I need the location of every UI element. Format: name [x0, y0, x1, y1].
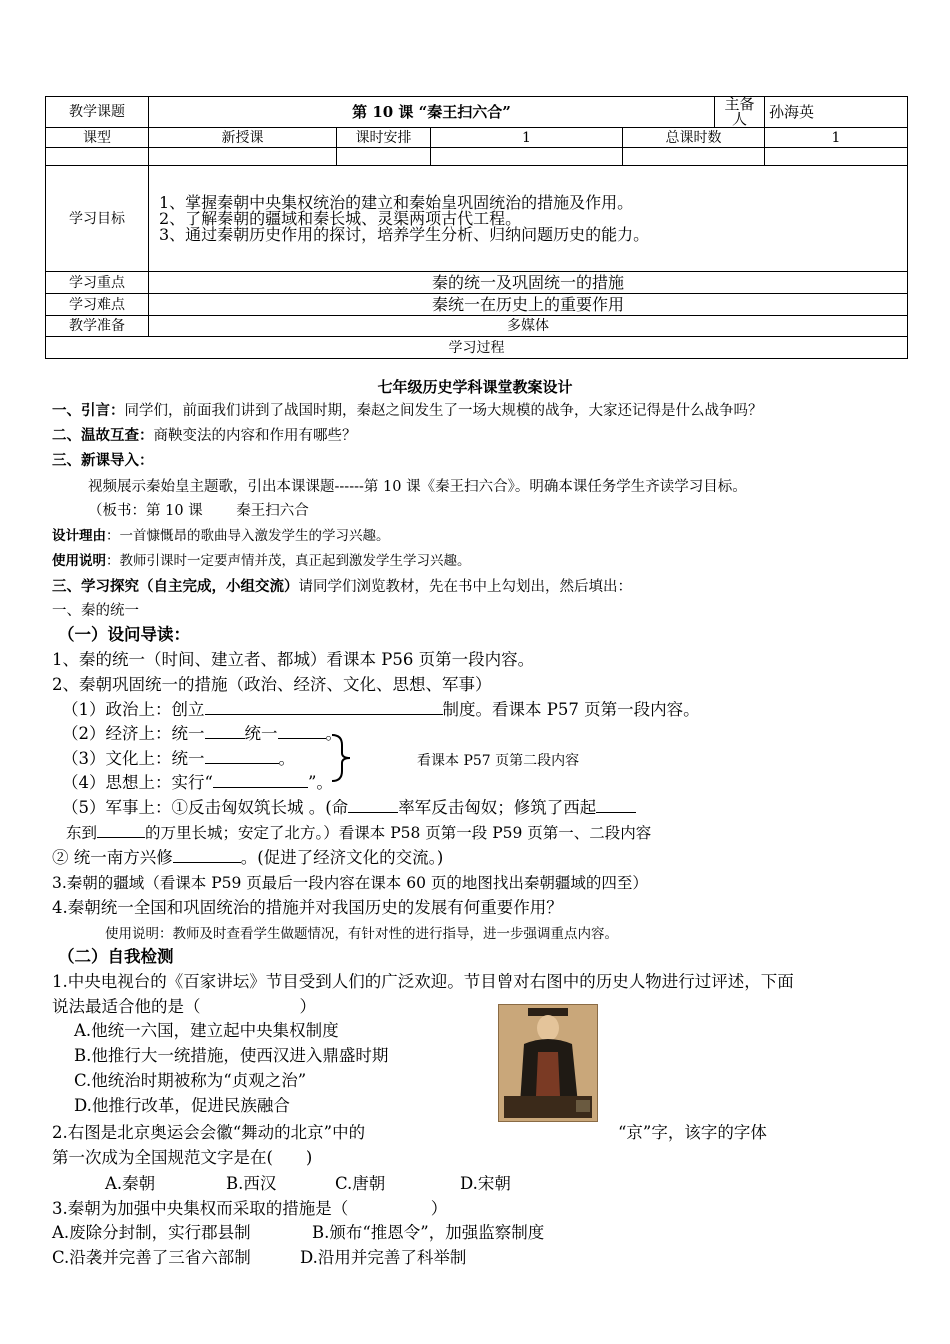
page-title: 七年级历史学科课堂教案设计 [377, 378, 573, 396]
usage-line: 使用说明：教师引课时一定要声情并茂，真正起到激发学生学习兴趣。 [52, 553, 471, 569]
prep-value: 多媒体 [149, 316, 908, 337]
blank [596, 796, 636, 813]
measure-thought: （4）思想上：实行“ ”。 [62, 773, 333, 792]
test-2-option: B.西汉 [226, 1174, 277, 1193]
explore-line: 三、学习探究（自主完成，小组交流）请同学们浏览教材，先在书中上勾划出，然后填出： [52, 578, 632, 595]
type-value: 新授课 [149, 128, 337, 148]
question-2: 2、秦朝巩固统一的措施（政治、经济、文化、思想、军事） [52, 675, 492, 694]
usage-note-2: 使用说明：教师及时查看学生做题情况，有针对性的进行指导，进一步强调重点内容。 [105, 926, 618, 942]
guide-heading: （一）设问导读： [58, 625, 190, 644]
question-3: 3.秦朝的疆域（看课本 P59 页最后一段内容在课本 60 页的地图找出秦朝疆域的四至） [52, 874, 648, 892]
question-4: 4.秦朝统一全国和巩固统治的措施并对我国历史的发展有何重要作用？ [52, 898, 563, 917]
test-3-option: D.沿用并完善了科举制 [300, 1248, 467, 1267]
reason-line: 设计理由：一首慷慨昂的歌曲导入激发学生的学习兴趣。 [52, 528, 390, 544]
total-label: 总课时数 [623, 128, 765, 148]
test-1-option: D.他推行改革，促进民族融合 [74, 1096, 290, 1115]
newlesson-head: 三、新课导入： [52, 452, 154, 469]
board-line: （板书：第 10 课 秦王扫六合 [88, 503, 309, 519]
lesson-header-table [45, 96, 908, 359]
measure-south: ② 统一南方兴修 。(促进了经济文化的交流。) [52, 848, 444, 867]
test-3-option: B.颁布“推恩令”，加强监察制度 [312, 1223, 545, 1242]
measure-economy: （2）经济上：统一 统一 。 [62, 724, 342, 743]
blank [205, 698, 443, 715]
goals-cell [149, 166, 908, 272]
test-1-stem: 1.中央电视台的《百家讲坛》节目受到人们的广泛欢迎。节目曾对右图中的历史人物进行过评述，下面 [52, 972, 794, 991]
difficulty-value: 秦统一在历史上的重要作用 [149, 294, 908, 316]
prep-label: 教学准备 [46, 316, 149, 337]
test-2-stem: 2.右图是北京奥运会会徽“舞动的北京”中的 [52, 1123, 366, 1142]
topic-label: 教学课题 [46, 97, 149, 128]
emperor-portrait-image [498, 1004, 598, 1122]
measure-politics: （1）政治上：创立 制度。看课本 P57 页第一段内容。 [62, 700, 700, 719]
newlesson-text: 视频展示秦始皇主题歌，引出本课课题------第 10 课《秦王扫六合》。明确本课任务学生齐读学习目标。 [88, 479, 747, 495]
difficulty-label: 学习难点 [46, 294, 149, 316]
test-1-option: A.他统一六国，建立起中央集权制度 [74, 1021, 339, 1040]
test-3-option: A.废除分封制，实行郡县制 [52, 1223, 251, 1242]
blank [348, 796, 398, 813]
blank [213, 771, 308, 788]
test-1-option: C.他统治时期被称为“贞观之治” [74, 1071, 307, 1090]
intro-line: 一、引言：同学们，前面我们讲到了战国时期，秦赵之间发生了一场大规模的战争，大家还记得是什么战争吗？ [52, 402, 763, 419]
process-label: 学习过程 [46, 337, 908, 359]
focus-label: 学习重点 [46, 272, 149, 294]
test-3-option: C.沿袭并完善了三省六部制 [52, 1248, 251, 1267]
test-2-option: D.宋朝 [460, 1174, 511, 1193]
blank [173, 846, 241, 863]
measure-military-2: 东到 的万里长城；安定了北方。）看课本 P58 页第一段 P59 页第一、二段内容 [66, 821, 651, 845]
owner-label: 主备人 [715, 97, 765, 128]
test-2-stem-right: “京”字，该字的字体 [618, 1123, 767, 1142]
hours-label: 课时安排 [337, 128, 431, 148]
topic-value: 第 10 课 “秦王扫六合” [149, 97, 715, 128]
test-2-option: C.唐朝 [335, 1174, 386, 1193]
test-heading: （二）自我检测 [58, 947, 174, 966]
blank [205, 722, 245, 739]
blank [205, 747, 279, 764]
question-1: 1、秦的统一（时间、建立者、都城）看课本 P56 页第一段内容。 [52, 650, 535, 669]
goals-label: 学习目标 [46, 166, 149, 272]
total-value: 1 [765, 128, 908, 148]
goal-item: 1、掌握秦朝中央集权统治的建立和秦始皇巩固统治的措施及作用。 [159, 192, 634, 212]
unify-heading: 一、秦的统一 [52, 603, 139, 619]
test-2-option: A.秦朝 [105, 1174, 156, 1193]
test-1-stem-2: 说法最适合他的是（ ） [52, 997, 316, 1016]
goal-item: 3、通过秦朝历史作用的探讨，培养学生分析、归纳问题历史的能力。 [159, 224, 650, 244]
measure-military: （5）军事上：①反击匈奴筑长城 。(命 率军反击匈奴；修筑了西起 [62, 796, 636, 820]
hours-value: 1 [431, 128, 623, 148]
focus-value: 秦的统一及巩固统一的措施 [149, 272, 908, 294]
goal-item: 2、了解秦朝的疆域和秦长城、灵渠两项古代工程。 [159, 208, 522, 228]
test-3-stem: 3.秦朝为加强中央集权而采取的措施是（ ） [52, 1199, 448, 1218]
blank [97, 821, 145, 838]
review-line: 二、温故互查：商鞅变法的内容和作用有哪些？ [52, 427, 357, 444]
owner-value: 孙海英 [765, 97, 908, 128]
type-label: 课型 [46, 128, 149, 148]
blank [278, 722, 326, 739]
measure-culture: （3）文化上：统一 。 [62, 749, 295, 768]
test-1-option: B.他推行大一统措施，使西汉进入鼎盛时期 [74, 1046, 389, 1065]
brace-note: 看课本 P57 页第二段内容 [417, 753, 580, 769]
test-2-stem-2: 第一次成为全国规范文字是在( ) [52, 1148, 313, 1167]
